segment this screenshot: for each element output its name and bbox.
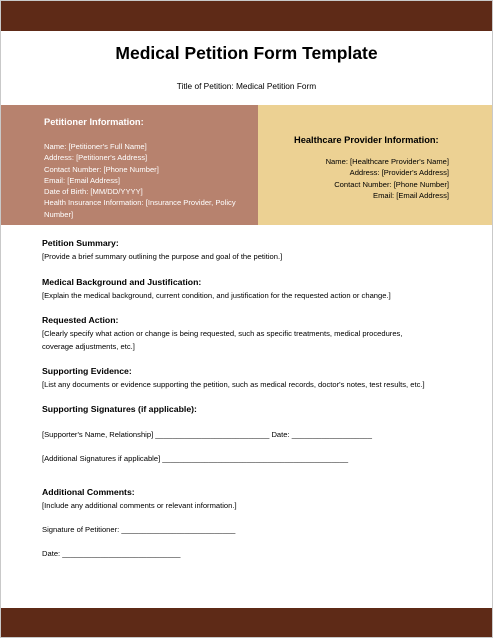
provider-details — [326, 156, 449, 201]
signatures-heading: Supporting Signatures (if applicable): — [42, 404, 197, 414]
provider-heading: Healthcare Provider Information: — [294, 135, 439, 145]
petitioner-dob: Date of Birth: [MM/DD/YYYY] — [44, 187, 143, 197]
provider-info-box — [258, 105, 492, 225]
summary-text: [Provide a brief summary outlining the purpose and goal of the petition.] — [42, 252, 283, 261]
summary-heading: Petition Summary: — [42, 238, 119, 248]
petitioner-info-box — [1, 105, 258, 225]
petition-title-line: Title of Petition: Medical Petition Form — [176, 81, 317, 91]
petitioner-details — [44, 141, 254, 220]
action-heading: Requested Action: — [42, 315, 119, 325]
provider-email: Email: [Email Address] — [373, 190, 449, 200]
comments-heading: Additional Comments: — [42, 487, 135, 497]
petitioner-heading: Petitioner Information: — [44, 117, 144, 127]
date-field[interactable]: Date: ____________________________ — [42, 549, 181, 558]
supporter-signature-field[interactable]: [Supporter's Name, Relationship] ___________________________ Date: ___________________ — [42, 430, 372, 439]
petitioner-insurance-2: Number] — [44, 209, 74, 219]
comments-text: [Include any additional comments or relevant information.] — [42, 501, 237, 510]
document-title: Medical Petition Form Template — [115, 43, 378, 63]
action-text-line-2: coverage adjustments, etc.] — [42, 341, 135, 351]
background-text: [Explain the medical background, current condition, and justification for the requested action or change.] — [42, 291, 391, 300]
additional-signatures-field[interactable]: [Additional Signatures if applicable] ____________________________________________ — [42, 454, 349, 463]
action-text-line-1: [Clearly specify what action or change is being requested, such as specific treatments, medical procedures, — [42, 329, 403, 338]
action-text — [42, 328, 462, 353]
top-color-band — [1, 1, 492, 31]
bottom-color-band — [1, 608, 492, 637]
provider-name: Name: [Healthcare Provider's Name] — [325, 157, 449, 166]
petitioner-contact: Contact Number: [Phone Number] — [44, 164, 159, 174]
evidence-heading: Supporting Evidence: — [42, 366, 132, 376]
petitioner-name: Name: [Petitioner's Full Name] — [44, 142, 147, 151]
provider-contact: Contact Number: [Phone Number] — [334, 179, 449, 189]
provider-address: Address: [Provider's Address] — [349, 168, 449, 178]
petitioner-email: Email: [Email Address] — [44, 175, 120, 185]
petitioner-address: Address: [Petitioner's Address] — [44, 153, 148, 163]
petitioner-insurance-1: Health Insurance Information: [Insurance Provider, Policy — [44, 198, 236, 208]
petitioner-signature-field[interactable]: Signature of Petitioner: ___________________________ — [42, 525, 236, 534]
background-heading: Medical Background and Justification: — [42, 277, 202, 287]
evidence-text: [List any documents or evidence supporting the petition, such as medical records, doctor's notes, test results, etc.] — [42, 380, 425, 389]
